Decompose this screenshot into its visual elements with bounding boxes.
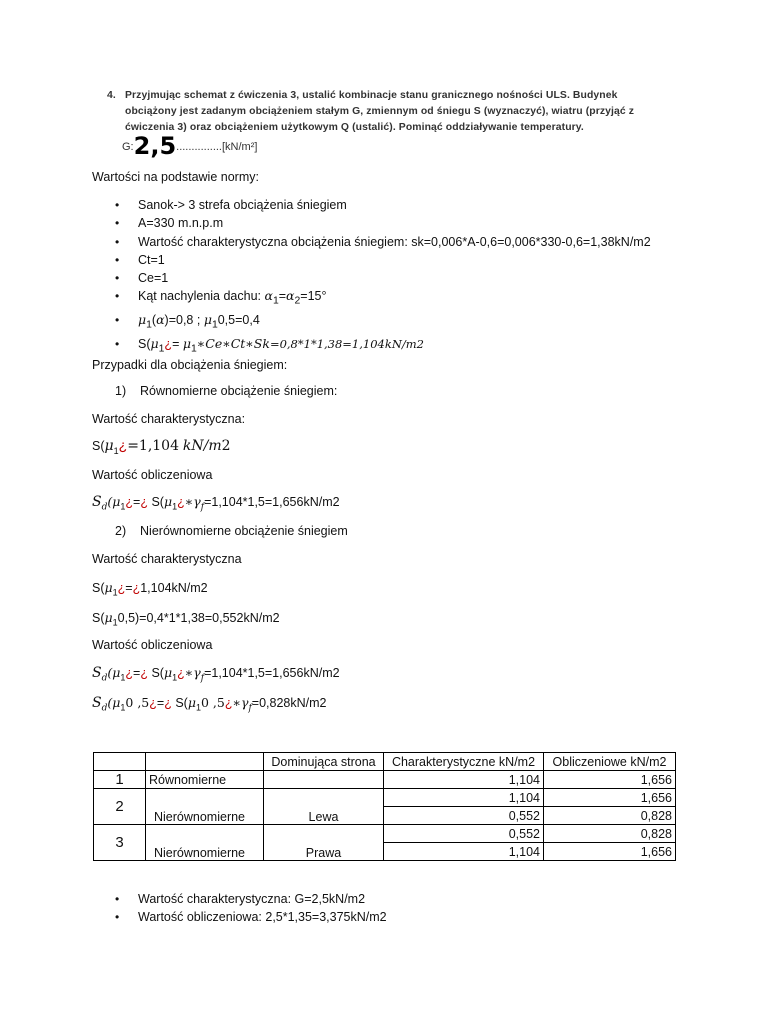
list-item: • Wartość obliczeniowa: 2,5*1,35=3,375kN/m2 <box>115 908 387 926</box>
load-type: Równomierne <box>146 771 264 789</box>
value: 0 ,5 <box>125 695 150 710</box>
error-glyph: ¿ <box>140 495 148 509</box>
g-dots: ............... <box>176 141 222 153</box>
table-row <box>94 789 676 807</box>
equals: = <box>133 666 141 680</box>
characteristic-value: 1,104 <box>384 789 544 807</box>
text: )=0,8 ; <box>164 313 204 328</box>
equals: = <box>172 337 183 352</box>
mu-symbol: μ <box>104 438 114 454</box>
roof-angle-label: Kąt nachylenia dachu: <box>138 289 265 304</box>
text: S( <box>92 439 105 453</box>
subscript: 1 <box>112 617 118 628</box>
text: S( <box>92 581 105 595</box>
subscript: f <box>248 703 252 714</box>
list-item: • Ce=1 <box>115 269 651 287</box>
text: 0,5=0,4 <box>217 313 260 328</box>
characteristic-value: 0,552 <box>384 825 544 843</box>
case2-design-formula-1 <box>92 665 340 684</box>
case2-design-label: Wartość obliczeniowa <box>92 638 213 652</box>
case2-char-label: Wartość charakterystyczna <box>92 552 242 566</box>
case-title: Równomierne obciążenie śniegiem: <box>140 384 338 398</box>
mu-symbol: μ <box>163 665 173 680</box>
subscript: d <box>101 673 108 684</box>
subscript: 1 <box>172 501 178 512</box>
value: =1,104 <box>127 438 179 454</box>
case-number: 1) <box>115 384 127 398</box>
subscript: 1 <box>195 702 201 713</box>
subscript: 1 <box>113 445 119 456</box>
subscript: 1 <box>172 672 178 683</box>
subscript: d <box>101 502 108 513</box>
design-value: 0,828 <box>544 825 676 843</box>
value: 0,5)=0,4*1*1,38=0,552kN/m2 <box>117 611 280 625</box>
error-glyph: ¿ <box>224 696 233 710</box>
s-symbol: S <box>92 665 102 681</box>
case2-char-formula-1 <box>92 580 208 598</box>
subscript: 1 <box>211 319 218 331</box>
text: ( <box>151 313 157 328</box>
text: ( <box>107 695 113 710</box>
header-cell <box>94 753 146 771</box>
g-unit: [kN/m²] <box>221 141 258 153</box>
s-symbol: S <box>92 695 102 711</box>
row-number: 1 <box>94 771 146 789</box>
text: S( <box>138 337 151 352</box>
subscript: 1 <box>190 343 197 355</box>
s-symbol: S <box>92 494 102 510</box>
table-header-row <box>94 753 676 771</box>
gamma-symbol: ∗γ <box>184 494 201 509</box>
row-number: 2 <box>94 789 146 825</box>
case1-design-label: Wartość obliczeniowa <box>92 468 213 482</box>
text: ( <box>107 494 113 509</box>
value: 1,104kN/m2 <box>140 581 208 595</box>
dominant-side: Lewa <box>264 789 384 825</box>
cases-intro: Przypadki dla obciążenia śniegiem: <box>92 358 288 372</box>
subscript: 1 <box>158 343 165 355</box>
list-item: • Ct=1 <box>115 251 651 269</box>
subscript: 1 <box>272 295 279 307</box>
mu-symbol: μ <box>112 665 121 680</box>
summary-list <box>115 890 387 927</box>
subscript: 1 <box>120 672 126 683</box>
mu-symbol: μ <box>163 494 173 509</box>
error-glyph: ¿ <box>118 437 128 453</box>
header-cell <box>146 753 264 771</box>
subscript: 1 <box>112 587 118 598</box>
value: 0 ,5 <box>200 695 225 710</box>
table-row <box>94 825 676 843</box>
list-item <box>115 287 651 311</box>
mu-symbol: μ <box>138 312 147 328</box>
characteristic-value: 1,104 <box>384 843 544 861</box>
text: ( <box>107 665 113 680</box>
subscript: 2 <box>294 295 301 307</box>
case1-heading <box>115 384 337 398</box>
unit: 2 <box>221 438 231 454</box>
design-value: 0,828 <box>544 807 676 825</box>
error-glyph: ¿ <box>117 581 126 595</box>
error-glyph: ¿ <box>164 696 172 710</box>
case2-design-formula-2 <box>92 695 326 714</box>
dominant-side: Prawa <box>264 825 384 861</box>
g-handwritten-value: 2,5 <box>133 132 177 160</box>
mu-symbol: μ <box>104 610 113 625</box>
list-item <box>115 335 651 359</box>
case-number: 2) <box>115 524 127 538</box>
snow-load-table <box>93 752 676 861</box>
equals: = <box>278 289 287 304</box>
case1-design-formula <box>92 494 340 513</box>
error-glyph: ¿ <box>140 666 148 680</box>
header-cell: Charakterystyczne kN/m2 <box>384 753 544 771</box>
mu-symbol: μ <box>150 336 159 352</box>
equals: = <box>156 696 165 710</box>
text: S( <box>92 611 105 625</box>
case1-char-label: Wartość charakterystyczna: <box>92 412 246 426</box>
error-glyph: ¿ <box>177 495 185 509</box>
norm-values-list <box>115 196 651 359</box>
text: S( <box>147 495 164 509</box>
header-cell: Dominująca strona <box>264 753 384 771</box>
mu-symbol: μ <box>203 312 212 328</box>
list-item: • Sanok-> 3 strefa obciążenia śniegiem <box>115 196 651 214</box>
text: S( <box>171 696 188 710</box>
load-type: Nierównomierne <box>146 825 264 861</box>
gamma-symbol: ∗γ <box>184 665 201 680</box>
list-item: • Wartość charakterystyczna obciążenia śniegiem: sk=0,006*A-0,6=0,006*330-0,6=1,38kN/m2 <box>115 233 651 251</box>
design-value: 1,656 <box>544 771 676 789</box>
case1-char-formula <box>92 437 231 456</box>
case2-heading <box>115 524 348 538</box>
equals: = <box>133 495 141 509</box>
mu-symbol: μ <box>182 336 191 352</box>
roof-angle-value: =15° <box>300 289 327 304</box>
load-type: Nierównomierne <box>146 789 264 825</box>
subscript: 1 <box>146 319 152 331</box>
mu-symbol: μ <box>104 580 113 595</box>
task-text: Przyjmując schemat z ćwiczenia 3, ustalić kombinacje stanu granicznego nośności ULS. Budynek obciążony jest zadanym obciążeniem stałym G, zmiennym od śniegu S (wyznaczyć), wiatru (przyjąć z ćwiczenia 3) oraz obciążeniem użytkowym Q (ustalić). Pominąć oddziaływanie temperatury. <box>125 90 635 133</box>
case2-char-formula-2 <box>92 610 280 628</box>
formula-result: =0,828kN/m2 <box>251 696 327 710</box>
dominant-side <box>264 771 384 789</box>
text: S( <box>147 666 164 680</box>
task-number: 4. <box>107 90 116 101</box>
g-label: G: <box>122 141 134 153</box>
g-line <box>122 128 258 160</box>
row-number: 3 <box>94 825 146 861</box>
subscript: f <box>200 673 205 684</box>
subscript: 1 <box>120 702 126 713</box>
formula-result: =0,8*1*1,38=1,104kN/m2 <box>269 337 424 352</box>
list-item <box>115 311 651 335</box>
equals: = <box>125 581 133 595</box>
table-row <box>94 771 676 789</box>
error-glyph: ¿ <box>132 581 141 595</box>
mu-symbol: μ <box>187 695 196 710</box>
case-title: Nierównomierne obciążenie śniegiem <box>140 524 348 538</box>
subscript: f <box>200 502 205 513</box>
alpha-symbol: α <box>264 288 273 304</box>
alpha-symbol: α <box>286 288 295 304</box>
formula-result: =1,104*1,5=1,656kN/m2 <box>204 495 340 509</box>
design-value: 1,656 <box>544 843 676 861</box>
error-glyph: ¿ <box>149 696 157 710</box>
header-cell: Obliczeniowe kN/m2 <box>544 753 676 771</box>
intro-text: Wartości na podstawie normy: <box>92 170 259 184</box>
alpha-symbol: α <box>156 312 165 328</box>
mu-symbol: μ <box>112 494 121 509</box>
error-glyph: ¿ <box>177 666 185 680</box>
unit: kN/m <box>182 438 222 454</box>
characteristic-value: 1,104 <box>384 771 544 789</box>
list-item: • Wartość charakterystyczna: G=2,5kN/m2 <box>115 890 387 908</box>
subscript: d <box>101 703 108 714</box>
error-glyph: ¿ <box>125 666 134 680</box>
design-value: 1,656 <box>544 789 676 807</box>
error-glyph: ¿ <box>164 337 173 352</box>
list-item: • A=330 m.n.p.m <box>115 214 651 232</box>
mu-symbol: μ <box>112 695 121 710</box>
formula: ∗Ce∗Ct∗Sk <box>196 336 270 352</box>
gamma-symbol: ∗γ <box>232 695 249 710</box>
characteristic-value: 0,552 <box>384 807 544 825</box>
subscript: 1 <box>120 501 126 512</box>
formula-result: =1,104*1,5=1,656kN/m2 <box>204 666 340 680</box>
error-glyph: ¿ <box>125 495 134 509</box>
